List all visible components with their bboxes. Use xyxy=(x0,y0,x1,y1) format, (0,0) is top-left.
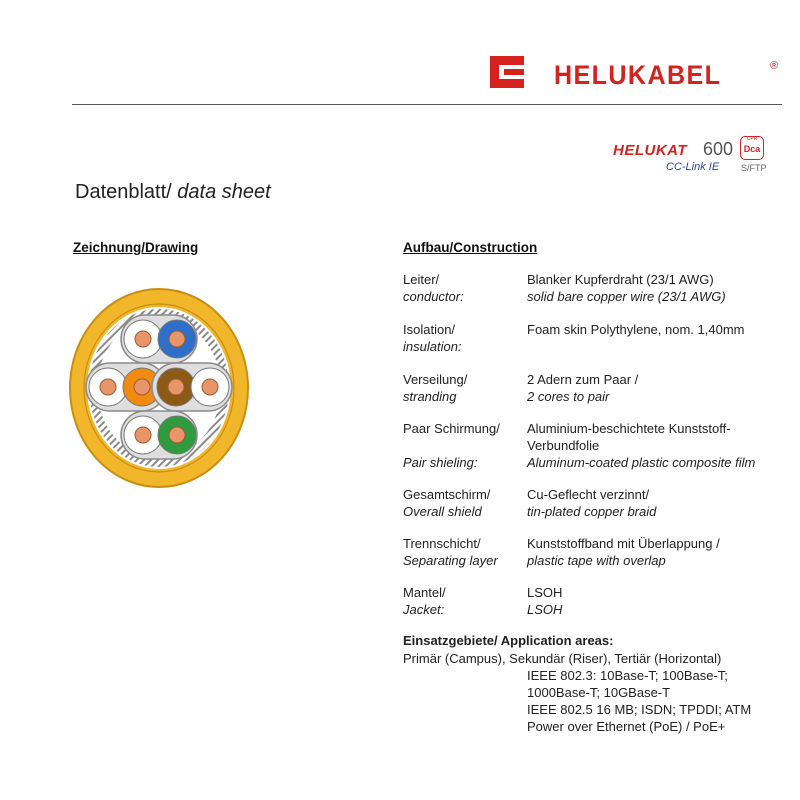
drawing-heading: Zeichnung/Drawing xyxy=(73,240,199,255)
construction-heading: Aufbau/Construction xyxy=(403,240,538,255)
row-jacket-label: Mantel/ Jacket: xyxy=(403,585,446,617)
product-cclink-label: CC-Link IE xyxy=(666,161,720,173)
title-de: Datenblatt/ xyxy=(75,181,172,203)
brand-name: HELUKABEL xyxy=(554,60,722,90)
brand-registered-mark: ® xyxy=(770,60,779,72)
product-number: 600 xyxy=(703,139,734,159)
application-item: 1000Base-T; 10GBase-T xyxy=(527,685,671,700)
application-areas-line: Primär (Campus), Sekundär (Riser), Tertiär (Horizontal) xyxy=(403,651,722,666)
product-sftp-label: S/FTP xyxy=(741,163,767,173)
cpr-badge-main: Dca xyxy=(743,144,761,154)
row-separating-layer-label: Trennschicht/ Separating layer xyxy=(403,536,498,568)
row-conductor-label: Leiter/ conductor: xyxy=(403,272,464,304)
row-insulation-label: Isolation/ insulation: xyxy=(403,322,462,354)
product-name: HELUKAT xyxy=(613,142,688,159)
page-title xyxy=(75,181,271,204)
application-areas-heading: Einsatzgebiete/ Application areas: xyxy=(403,633,614,648)
application-item: IEEE 802.3: 10Base-T; 100Base-T; xyxy=(527,668,728,683)
header-divider xyxy=(72,104,782,105)
row-jacket-value: LSOH LSOH xyxy=(527,585,563,617)
cpr-class-badge xyxy=(740,136,764,160)
cable-cross-section-drawing xyxy=(68,287,250,489)
row-overall-shield-label: Gesamtschirm/ Overall shield xyxy=(403,487,491,519)
cpr-badge-top: CPR xyxy=(746,136,758,142)
application-list xyxy=(527,667,751,735)
row-insulation-value: Foam skin Polythylene, nom. 1,40mm xyxy=(527,322,745,337)
row-stranding-value: 2 Adern zum Paar / 2 cores to pair xyxy=(527,372,639,404)
helukabel-logo-icon xyxy=(490,56,524,88)
application-item: Power over Ethernet (PoE) / PoE+ xyxy=(527,719,726,734)
row-pair-shield-label-de: Paar Schirmung/ xyxy=(403,421,500,436)
row-stranding-label: Verseilung/ stranding xyxy=(403,372,468,404)
application-item: IEEE 802.5 16 MB; ISDN; TPDDI; ATM xyxy=(527,702,752,717)
row-pair-shield-value: Aluminium-beschichtete Kunststoff- Verbundfolie Aluminum-coated plastic composite film xyxy=(527,421,756,470)
row-separating-layer-value: Kunststoffband mit Überlappung / plastic tape with overlap xyxy=(527,536,720,568)
row-overall-shield-value: Cu-Geflecht verzinnt/ tin-plated copper braid xyxy=(527,487,657,519)
title-en: data sheet xyxy=(177,181,271,203)
row-conductor-value: Blanker Kupferdraht (23/1 AWG) solid bare copper wire (23/1 AWG) xyxy=(527,272,726,304)
row-pair-shield-label-en: Pair shieling: xyxy=(403,455,478,470)
